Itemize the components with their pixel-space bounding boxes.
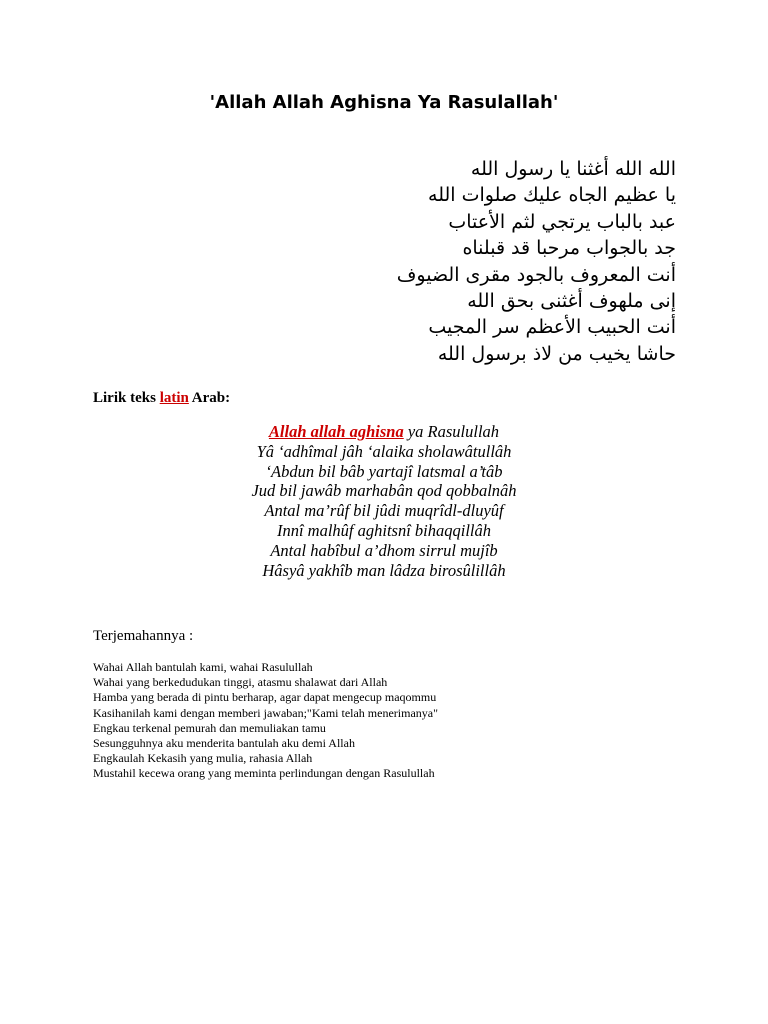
translation-line: Sesungguhnya aku menderita bantulah aku demi Allah [93,736,355,751]
arabic-line: أنت المعروف بالجود مقرى الضيوف [396,263,676,286]
latin-line [0,422,768,442]
translation-line: Wahai Allah bantulah kami, wahai Rasulullah [93,660,313,674]
translation-line: Wahai yang berkedudukan tinggi, atasmu shalawat dari Allah [93,675,388,690]
latin-lyrics [0,422,768,580]
latin-line: Antal habîbul a’dhom sirrul mujîb [270,540,498,560]
arabic-line: أنت الحبيب الأعظم سر المجيب [428,316,676,339]
lirik-heading-suffix: Arab: [188,390,231,406]
arabic-line: عبد بالباب يرتجي لثم الأعتاب [448,210,676,233]
latin-line: ‘Abdun bil bâb yartajî latsmal a’tâb [265,461,503,481]
latin-line: Yâ ‘adhîmal jâh ‘alaika sholawâtullâh [256,441,512,461]
translation-line: Hamba yang berada di pintu berharap, agar dapat mengecup maqommu [93,690,437,705]
latin-line-rest: ya Rasulullah [403,422,500,441]
translation-line: Engkau terkenal pemurah dan memuliakan tamu [93,720,326,735]
document-title: 'Allah Allah Aghisna Ya Rasulallah' [209,92,559,113]
translation-line: Kasihanilah kami dengan memberi jawaban;"Kami telah menerimanya" [93,705,439,720]
translation-line: Engkaulah Kekasih yang mulia, rahasia Allah [93,751,313,766]
translation-heading: Terjemahannya : [93,628,194,644]
arabic-lyrics [256,156,676,367]
lirik-heading [93,390,230,407]
arabic-line: إنى ملهوف أغثنى بحق الله [467,290,676,313]
latin-link[interactable]: latin [159,390,189,406]
allah-allah-aghisna-link[interactable]: Allah allah aghisna [268,422,404,441]
lirik-heading-prefix: Lirik teks [93,390,160,406]
arabic-line: يا عظيم الجاه عليك صلوات الله [428,184,676,207]
translation-lines [93,660,438,782]
translation-line: Mustahil kecewa orang yang meminta perlindungan dengan Rasulullah [93,766,435,781]
latin-line: Hâsyâ yakhîb man lâdza birosûlillâh [262,560,506,580]
latin-line: Antal ma’rûf bil jûdi muqrîdl-dluyûf [264,501,504,521]
arabic-line: حاشا يخيب من لاذ برسول الله [437,342,676,365]
arabic-line: الله الله أغثنا يا رسول الله [470,158,676,180]
latin-line: Innî malhûf aghitsnî bihaqqillâh [276,520,492,540]
latin-line: Jud bil jawâb marhabân qod qobbalnâh [251,481,517,501]
arabic-line: جد بالجواب مرحبا قد قبلناه [462,237,676,260]
